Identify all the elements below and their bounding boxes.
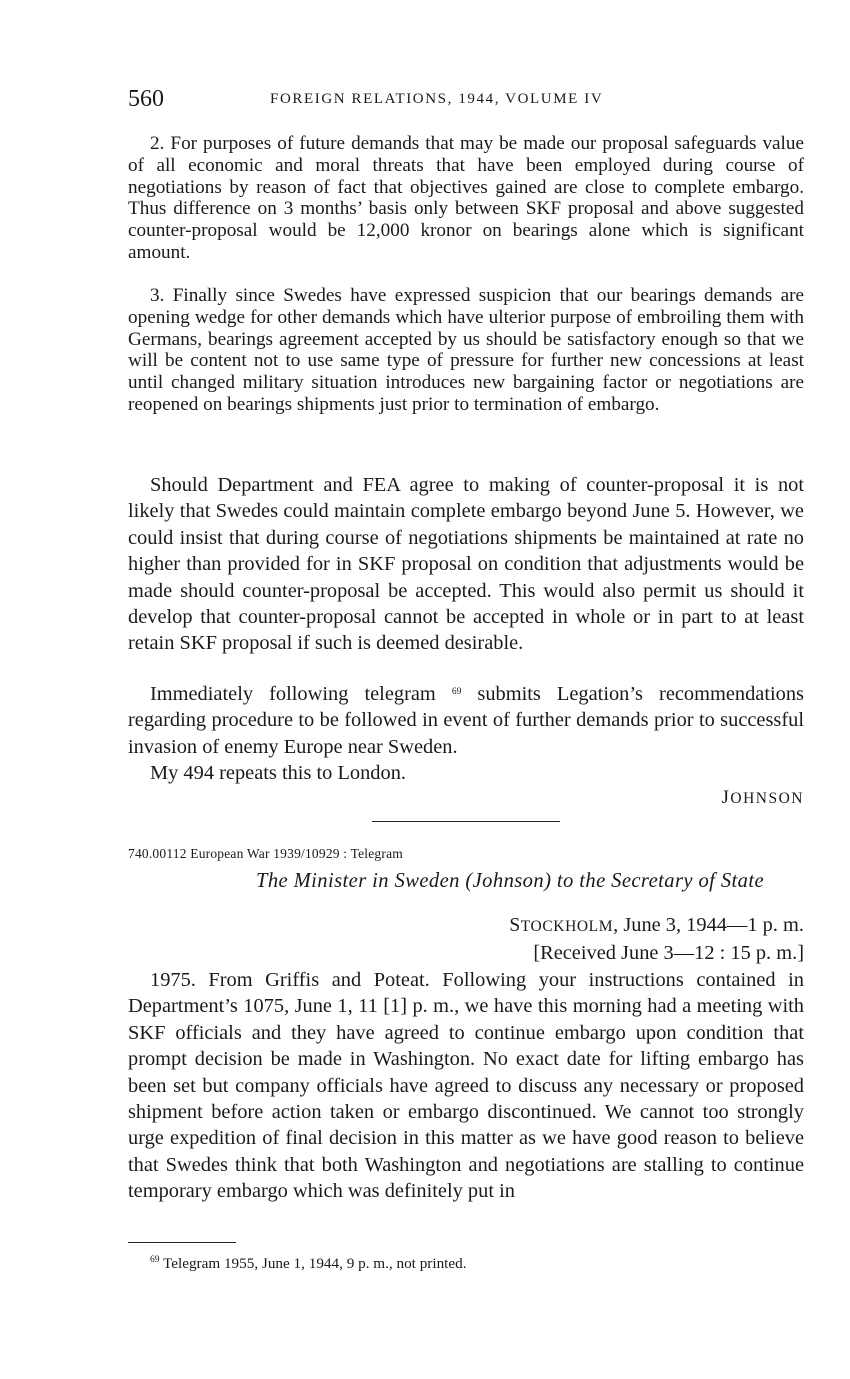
- footnote: [150, 1255, 467, 1273]
- date-line: [509, 912, 804, 940]
- file-reference: 740.00112 European War 1939/10929 : Telegram: [128, 846, 403, 861]
- date: , June 3, 1944—1 p. m.: [613, 914, 804, 936]
- footnote-text: Telegram 1955, June 1, 1944, 9 p. m., not printed.: [163, 1255, 467, 1272]
- place-initial: S: [509, 915, 521, 936]
- signature-rest: OHNSON: [730, 790, 804, 807]
- paragraph-text: Immediately following telegram: [150, 683, 436, 705]
- place: [509, 915, 614, 936]
- body-paragraph: Should Department and FEA agree to making of counter-proposal it is not likely that Swedes could maintain complete embargo beyond June 5. However, we could insist that during course of negotiations shipments be maintained at rate no higher than provided for in SKF proposal on condition that adjustments would be made should counter-proposal be accepted. This would also permit us should it develop that counter-proposal cannot be accepted in whole or in part to at least retain SKF proposal if such is deemed desirable.: [128, 474, 804, 655]
- footnote-reference: 69: [451, 687, 462, 697]
- document-subject: The Minister in Sweden (Johnson) to the Secretary of State: [255, 870, 764, 892]
- numbered-point-2: 2. For purposes of future demands that may be made our proposal safeguards value of all economic and moral threats that have been employed during course of negotiations by reason of fact that objectives gained are close to complete embargo. Thus difference on 3 months’ basis only between SKF proposal and above suggested counter-proposal would be 12,000 kronor on bearings alone which is significant amount.: [128, 133, 804, 263]
- body-paragraph: [128, 681, 804, 760]
- body-paragraph: My 494 repeats this to London.: [150, 762, 406, 784]
- telegram-body: 1975. From Griffis and Poteat. Following your instructions contained in Department’s 1075, June 1, 11 [1] p. m., we have this morning had a meeting with SKF officials and they have agreed to continue embargo upon condition that prompt decision be made in Washington. No exact date for lifting embargo has been set but company officials have agreed to discuss any necessary or proposed shipment before action taken or embargo discontinued. We cannot too strongly urge expedition of final decision in this matter as we have good reason to believe that Swedes think that both Washington and negotiations are stalling to continue temporary embargo which was definitely put in: [128, 969, 804, 1203]
- page-header: [128, 86, 804, 116]
- dateline: [509, 912, 804, 967]
- place-rest: TOCKHOLM: [520, 918, 614, 935]
- footnote-divider: [128, 1242, 236, 1243]
- section-divider: [372, 821, 560, 822]
- signature-initial: J: [721, 787, 731, 808]
- signature: [722, 787, 805, 809]
- running-title: FOREIGN RELATIONS, 1944, VOLUME IV: [270, 91, 604, 107]
- page-number: 560: [128, 86, 164, 112]
- received-line: [Received June 3—12 : 15 p. m.]: [533, 942, 804, 965]
- paragraph-text: submits Legation’s recommendations regarding procedure to be followed in event of further demands prior to successful invasion of enemy Europe near Sweden.: [128, 683, 804, 758]
- footnote-marker: 69: [150, 1255, 160, 1265]
- numbered-point-3: 3. Finally since Swedes have expressed suspicion that our bearings demands are opening wedge for other demands which have ulterior purpose of embroiling them with Germans, bearings agreement accepted by us should be satisfactory enough so that we will be content not to use same type of pressure for further new concessions at least until changed military situation introduces new bargaining factor or negotiations are reopened on bearings shipments just prior to termination of embargo.: [128, 285, 804, 415]
